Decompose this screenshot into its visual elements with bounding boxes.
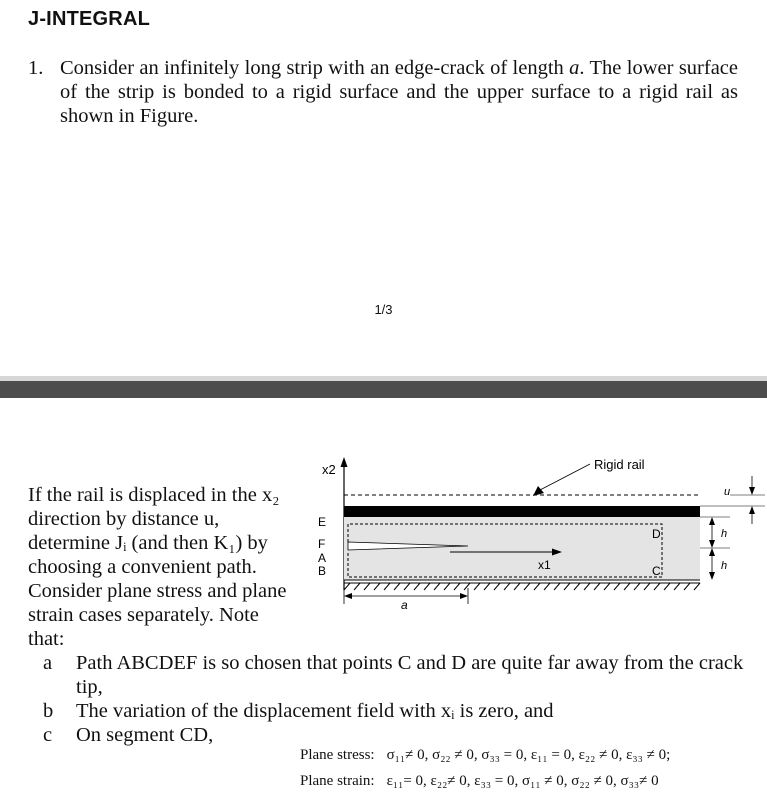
page-number: 1/3: [374, 302, 393, 317]
instruction-line: direction by distance u,: [28, 508, 220, 530]
a-dim-arrow-left-icon: [344, 593, 352, 599]
x2-arrow-icon: [341, 457, 348, 467]
u-arrow-down-icon: [749, 487, 755, 495]
instruction-line: choosing a convenient path.: [28, 556, 257, 578]
question-1: [28, 56, 738, 128]
h-top-arrow-up-icon: [709, 517, 715, 525]
notes-list: [28, 651, 748, 747]
plane-strain-value: ε₁₁= 0, ε₂₂≠ 0, ε₃₃ = 0, σ₁₁ ≠ 0, σ₂₂ ≠ 0, σ₃₃≠ 0: [386, 773, 659, 789]
h-bottom-arrow-up-icon: [709, 548, 715, 556]
crack-length-variable: a: [569, 57, 580, 79]
list-item: [28, 651, 748, 699]
list-marker: c: [43, 724, 53, 746]
a-dim-label: a: [401, 598, 408, 612]
question-text-end: . The lower surface of the strip is bonded to a rigid surface and the upper surface to a rigid rail as shown in Figure.: [60, 57, 738, 127]
u-label: u: [724, 486, 731, 498]
x2-label: x2: [322, 462, 336, 477]
point-c-label: C: [652, 564, 661, 578]
h-top-label: h: [721, 528, 728, 540]
h-bottom-label: h: [721, 560, 728, 572]
h-bottom-arrow-down-icon: [709, 572, 715, 580]
point-b-label: B: [318, 564, 327, 578]
plane-stress-label: Plane stress:: [300, 747, 375, 763]
h-top-arrow-down-icon: [709, 540, 715, 548]
rigid-rail-label: Rigid rail: [594, 457, 645, 472]
point-f-label: F: [318, 537, 326, 551]
instruction-line: determine Jᵢ (and then K₁) by: [28, 532, 268, 554]
a-dim-arrow-right-icon: [460, 593, 468, 599]
plane-stress-equation: [300, 742, 670, 768]
list-item-text: The variation of the displacement field with xᵢ is zero, and: [76, 700, 554, 722]
instruction-line: Consider plane stress and plane: [28, 580, 287, 602]
rigid-rail-leader: [540, 464, 590, 490]
point-a-label: A: [318, 551, 327, 565]
instruction-paragraph: [28, 483, 306, 651]
rigid-rail: [344, 506, 700, 517]
document-title: J-INTEGRAL: [28, 8, 150, 30]
list-marker: b: [43, 700, 54, 722]
question-number: 1.: [28, 57, 44, 79]
question-text: [60, 56, 738, 128]
question-text-start: Consider an infinitely long strip with an edge-crack of length: [60, 57, 564, 79]
plane-strain-equation: [300, 768, 670, 794]
point-d-label: D: [652, 527, 661, 541]
list-item: [28, 699, 748, 723]
x1-label: x1: [538, 558, 551, 572]
list-item-text: Path ABCDEF is so chosen that points C and D are quite far away from the crack tip,: [76, 652, 744, 698]
u-arrow-up-icon: [749, 506, 755, 514]
list-item-text: On segment CD,: [76, 724, 214, 746]
rigid-surface-hatch: [344, 583, 700, 590]
strip-crack-figure: [300, 440, 767, 620]
page-separator-bar: [0, 381, 767, 398]
plane-stress-value: σ₁₁≠ 0, σ₂₂ ≠ 0, σ₃₃ = 0, ε₁₁ = 0, ε₂₂ ≠ 0, ε₃₃ ≠ 0;: [386, 747, 671, 763]
plane-strain-label: Plane strain:: [300, 773, 375, 789]
list-marker: a: [43, 652, 53, 674]
instruction-line: that:: [28, 628, 65, 650]
instruction-line: strain cases separately. Note: [28, 604, 259, 626]
instruction-line: If the rail is displaced in the x₂: [28, 484, 280, 506]
point-e-label: E: [318, 515, 327, 529]
condition-equations: [300, 742, 670, 794]
